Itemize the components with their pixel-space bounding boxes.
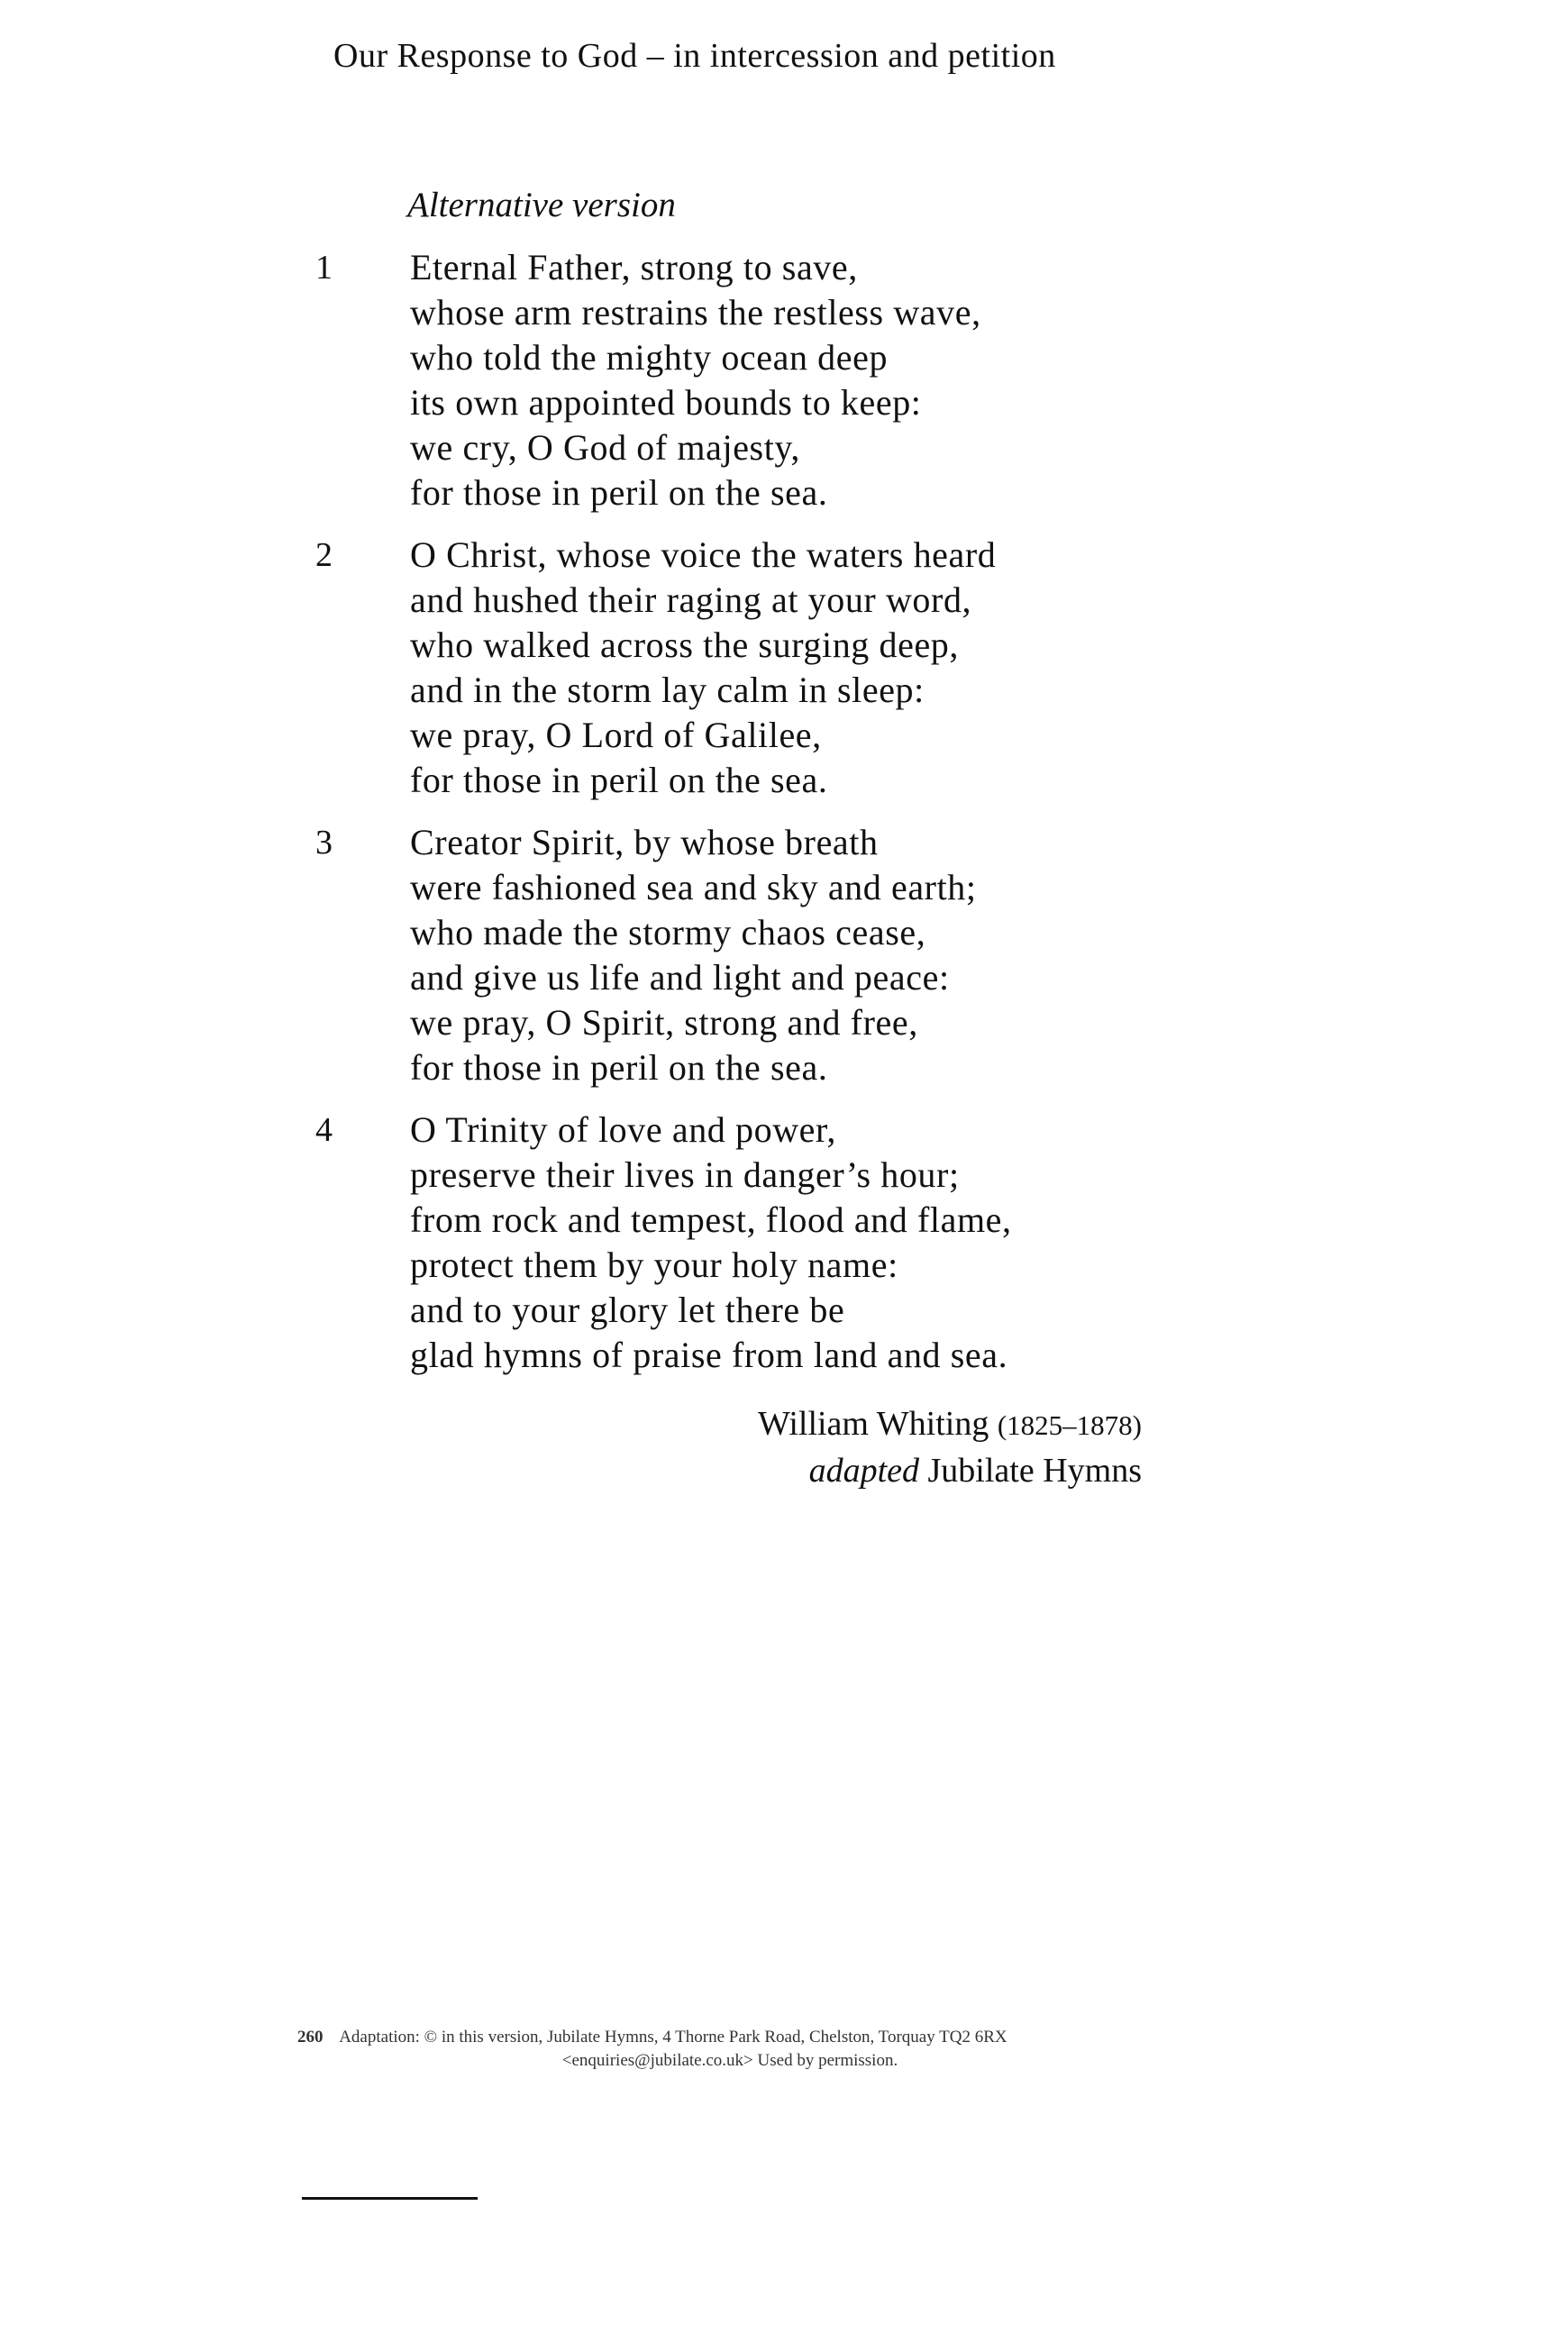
verse-line: who made the stormy chaos cease, [410,912,926,953]
running-head: Our Response to God – in intercession and petition [333,37,1056,75]
verse-line: from rock and tempest, flood and flame, [410,1199,1012,1240]
verse-2 [0,533,1568,803]
hymn-verses [0,245,1568,1395]
verse-line: glad hymns of praise from land and sea. [410,1335,1008,1375]
footer-line-1 [297,2026,1162,2049]
verse-line: protect them by your holy name: [410,1244,898,1285]
verse-line: and to your glory let there be [410,1290,845,1330]
section-title: Alternative version [407,186,676,224]
verse-line: whose arm restrains the restless wave, [410,292,981,333]
author-dates: (1825–1878) [997,1409,1142,1441]
verse-line: its own appointed bounds to keep: [410,382,922,423]
verse-line: and hushed their raging at your word, [410,579,972,620]
verse-line: for those in peril on the sea. [410,760,828,800]
footer-line-2: <enquiries@jubilate.co.uk> Used by permission. [561,2051,898,2070]
verse-line: we pray, O Lord of Galilee, [410,715,822,755]
verse-number: 2 [315,536,333,574]
verse-number: 3 [315,824,333,862]
verse-line: and give us life and light and peace: [410,957,950,998]
footer [297,2026,1162,2073]
verse-1 [0,245,1568,515]
verse-4 [0,1108,1568,1378]
verse-lines [410,820,1568,1090]
verse-line: we cry, O God of majesty, [410,427,801,468]
verse-line: for those in peril on the sea. [410,1047,828,1088]
verse-line: O Trinity of love and power, [410,1109,836,1150]
adapter-line [758,1448,1142,1493]
page-number: 260 [297,2028,324,2047]
verse-number: 4 [315,1111,333,1149]
verse-line: Creator Spirit, by whose breath [410,822,879,862]
verse-line: preserve their lives in danger’s hour; [410,1154,960,1195]
verse-3 [0,820,1568,1090]
verse-line: were fashioned sea and sky and earth; [410,867,977,907]
verse-lines [410,245,1568,515]
author-name: William Whiting [757,1405,989,1443]
adapted-label: adapted [808,1452,920,1490]
adapter-name: Jubilate Hymns [927,1452,1142,1490]
verse-line: O Christ, whose voice the waters heard [410,534,997,575]
verse-line: Eternal Father, strong to save, [410,247,858,287]
attribution [758,1401,1142,1493]
verse-line: and in the storm lay calm in sleep: [410,670,925,710]
verse-line: for those in peril on the sea. [410,472,828,513]
author-line [758,1401,1142,1448]
verse-line: who told the mighty ocean deep [410,337,889,378]
verse-lines [410,1108,1568,1378]
verse-line: we pray, O Spirit, strong and free, [410,1002,918,1043]
copyright-notice: Adaptation: © in this version, Jubilate Hymns, 4 Thorne Park Road, Chelston, Torquay TQ2 6RX [339,2028,1007,2047]
verse-number: 1 [315,249,333,287]
footnote-rule [302,2197,478,2200]
verse-lines [410,533,1568,803]
verse-line: who walked across the surging deep, [410,624,960,665]
